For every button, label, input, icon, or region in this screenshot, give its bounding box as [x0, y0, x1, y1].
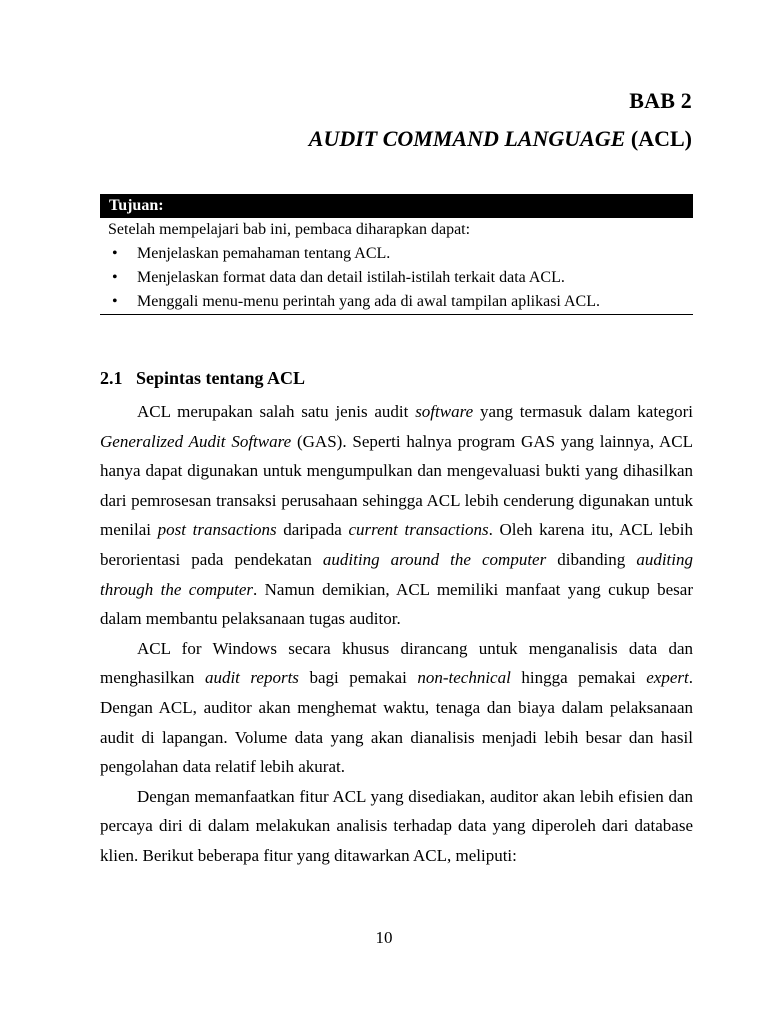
objectives-box — [100, 194, 693, 315]
text-run: (GAS). Seperti halnya program GAS yang lainnya, ACL hanya dapat digunakan untuk mengumpulkan dan mengevaluasi bukti yang dihasilkan dari pemrosesan transaksi perusahaan sehingga ACL lebih cenderung digunakan untuk menilai — [100, 431, 693, 540]
objectives-intro: Setelah mempelajari bab ini, pembaca diharapkan dapat: — [108, 221, 471, 238]
objective-item — [100, 266, 693, 290]
italic-term: audit reports — [204, 668, 299, 688]
text-run: ACL for Windows secara khusus dirancang untuk menganalisis data dan menghasilkan — [100, 638, 693, 688]
section-number: 2.1 — [100, 368, 123, 388]
body-text — [100, 397, 693, 871]
objective-text: Menggali menu-menu perintah yang ada di awal tampilan aplikasi ACL. — [137, 293, 600, 310]
italic-term: auditing through the computer — [100, 549, 693, 599]
italic-term: post transactions — [157, 520, 277, 540]
italic-term: Generalized Audit Software — [100, 431, 292, 451]
text-run: hingga pemakai — [510, 668, 647, 688]
objectives-bottom-rule — [100, 314, 693, 315]
bullet-icon: • — [112, 269, 118, 286]
italic-term: auditing around the computer — [322, 549, 547, 569]
italic-term: expert — [646, 668, 689, 688]
italic-term: current transactions — [348, 520, 489, 540]
text-run: bagi pemakai — [298, 668, 418, 688]
objective-item — [100, 290, 693, 314]
page-number: 10 — [375, 928, 393, 947]
italic-term: software — [415, 402, 474, 421]
text-run: ACL merupakan salah satu jenis audit — [137, 402, 416, 421]
chapter-title-tail: (ACL) — [625, 126, 692, 151]
text-run: daripada — [276, 520, 349, 540]
objectives-header: Tujuan: — [100, 194, 693, 218]
bullet-icon: • — [112, 293, 118, 310]
paragraph — [100, 634, 693, 782]
text-run: Dengan memanfaatkan fitur ACL yang disediakan, auditor akan lebih efisien dan percaya diri di dalam melakukan analisis terhadap data yang diperoleh dari database klien. Berikut beberapa fitur yang ditawarkan ACL, meliputi: — [100, 786, 693, 865]
objective-text: Menjelaskan format data dan detail istilah-istilah terkait data ACL. — [137, 269, 565, 286]
section-heading — [100, 368, 305, 389]
text-run: . Dengan ACL, auditor akan menghemat waktu, tenaga dan biaya dalam pelaksanaan audit di lapangan. Volume data yang akan dianalisis menjadi lebih besar dan hasil pengolahan data relatif lebih akurat. — [100, 668, 693, 777]
paragraph — [100, 782, 693, 871]
paragraph — [100, 397, 693, 634]
chapter-label: BAB 2 — [629, 88, 692, 113]
chapter-title-italic: AUDIT COMMAND LANGUAGE — [308, 126, 626, 151]
bullet-icon: • — [112, 245, 118, 262]
objective-item — [100, 242, 693, 266]
objective-text: Menjelaskan pemahaman tentang ACL. — [137, 245, 391, 262]
objectives-list — [100, 242, 693, 314]
chapter-title — [309, 126, 692, 152]
section-title: Sepintas tentang ACL — [136, 368, 306, 388]
italic-term: non-technical — [417, 668, 511, 688]
text-run: . Oleh karena itu, ACL lebih berorientasi pada pendekatan — [100, 520, 693, 569]
text-run: yang termasuk dalam kategori — [473, 402, 693, 421]
text-run: . Namun demikian, ACL memiliki manfaat yang cukup besar dalam membantu pelaksanaan tugas auditor. — [100, 579, 693, 629]
text-run: dibanding — [546, 549, 637, 569]
